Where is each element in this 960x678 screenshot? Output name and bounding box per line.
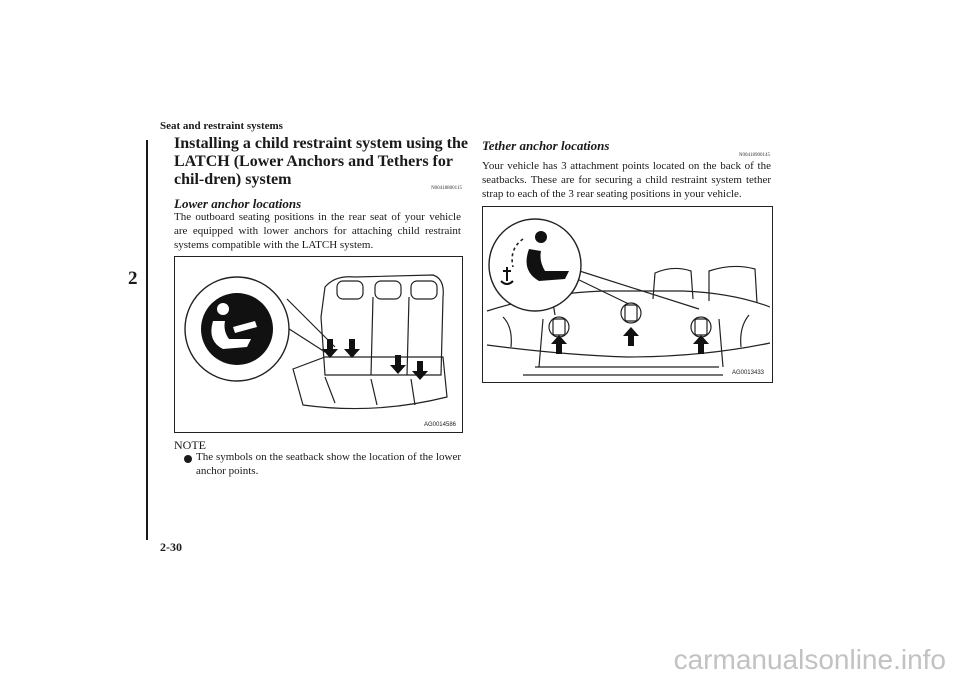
tether-anchor-subheading: Tether anchor locations <box>482 138 610 153</box>
rear-seat-illustration <box>175 257 462 432</box>
running-header: Seat and restraint systems <box>160 120 283 132</box>
figure-code: AG0013433 <box>731 370 764 376</box>
figure-code: AG0014586 <box>423 422 456 428</box>
bullet-icon <box>184 455 192 463</box>
lower-anchor-subheading: Lower anchor locations <box>174 196 302 211</box>
heading-code: N00418800115 <box>431 186 462 191</box>
chapter-number: 2 <box>128 268 138 289</box>
lower-anchor-figure <box>174 256 463 433</box>
watermark: carmanualsonline.info <box>673 644 946 675</box>
section-heading: Installing a child restraint system using the LATCH (Lower Anchors and Tethers for chil-dren) system <box>174 135 468 188</box>
tether-subheading-code: N00418900145 <box>738 153 770 158</box>
note-bullet-text: The symbols on the seatback show the location of the lower anchor points. <box>196 451 461 477</box>
tether-anchor-paragraph: Your vehicle has 3 attachment points located on the back of the seatbacks. These are for securing a child restraint system tether strap to each of the 3 rear seating positions in your vehicle. <box>482 160 771 200</box>
note-label: NOTE <box>174 438 206 452</box>
tether-anchor-figure <box>482 206 773 383</box>
lower-anchor-paragraph: The outboard seating positions in the rear seat of your vehicle are equipped with lower anchors for attaching child restraint systems compatible with the LATCH system. <box>174 211 461 251</box>
rear-shelf-illustration <box>483 207 772 382</box>
page-number: 2-30 <box>160 540 182 554</box>
chapter-divider <box>146 140 148 540</box>
